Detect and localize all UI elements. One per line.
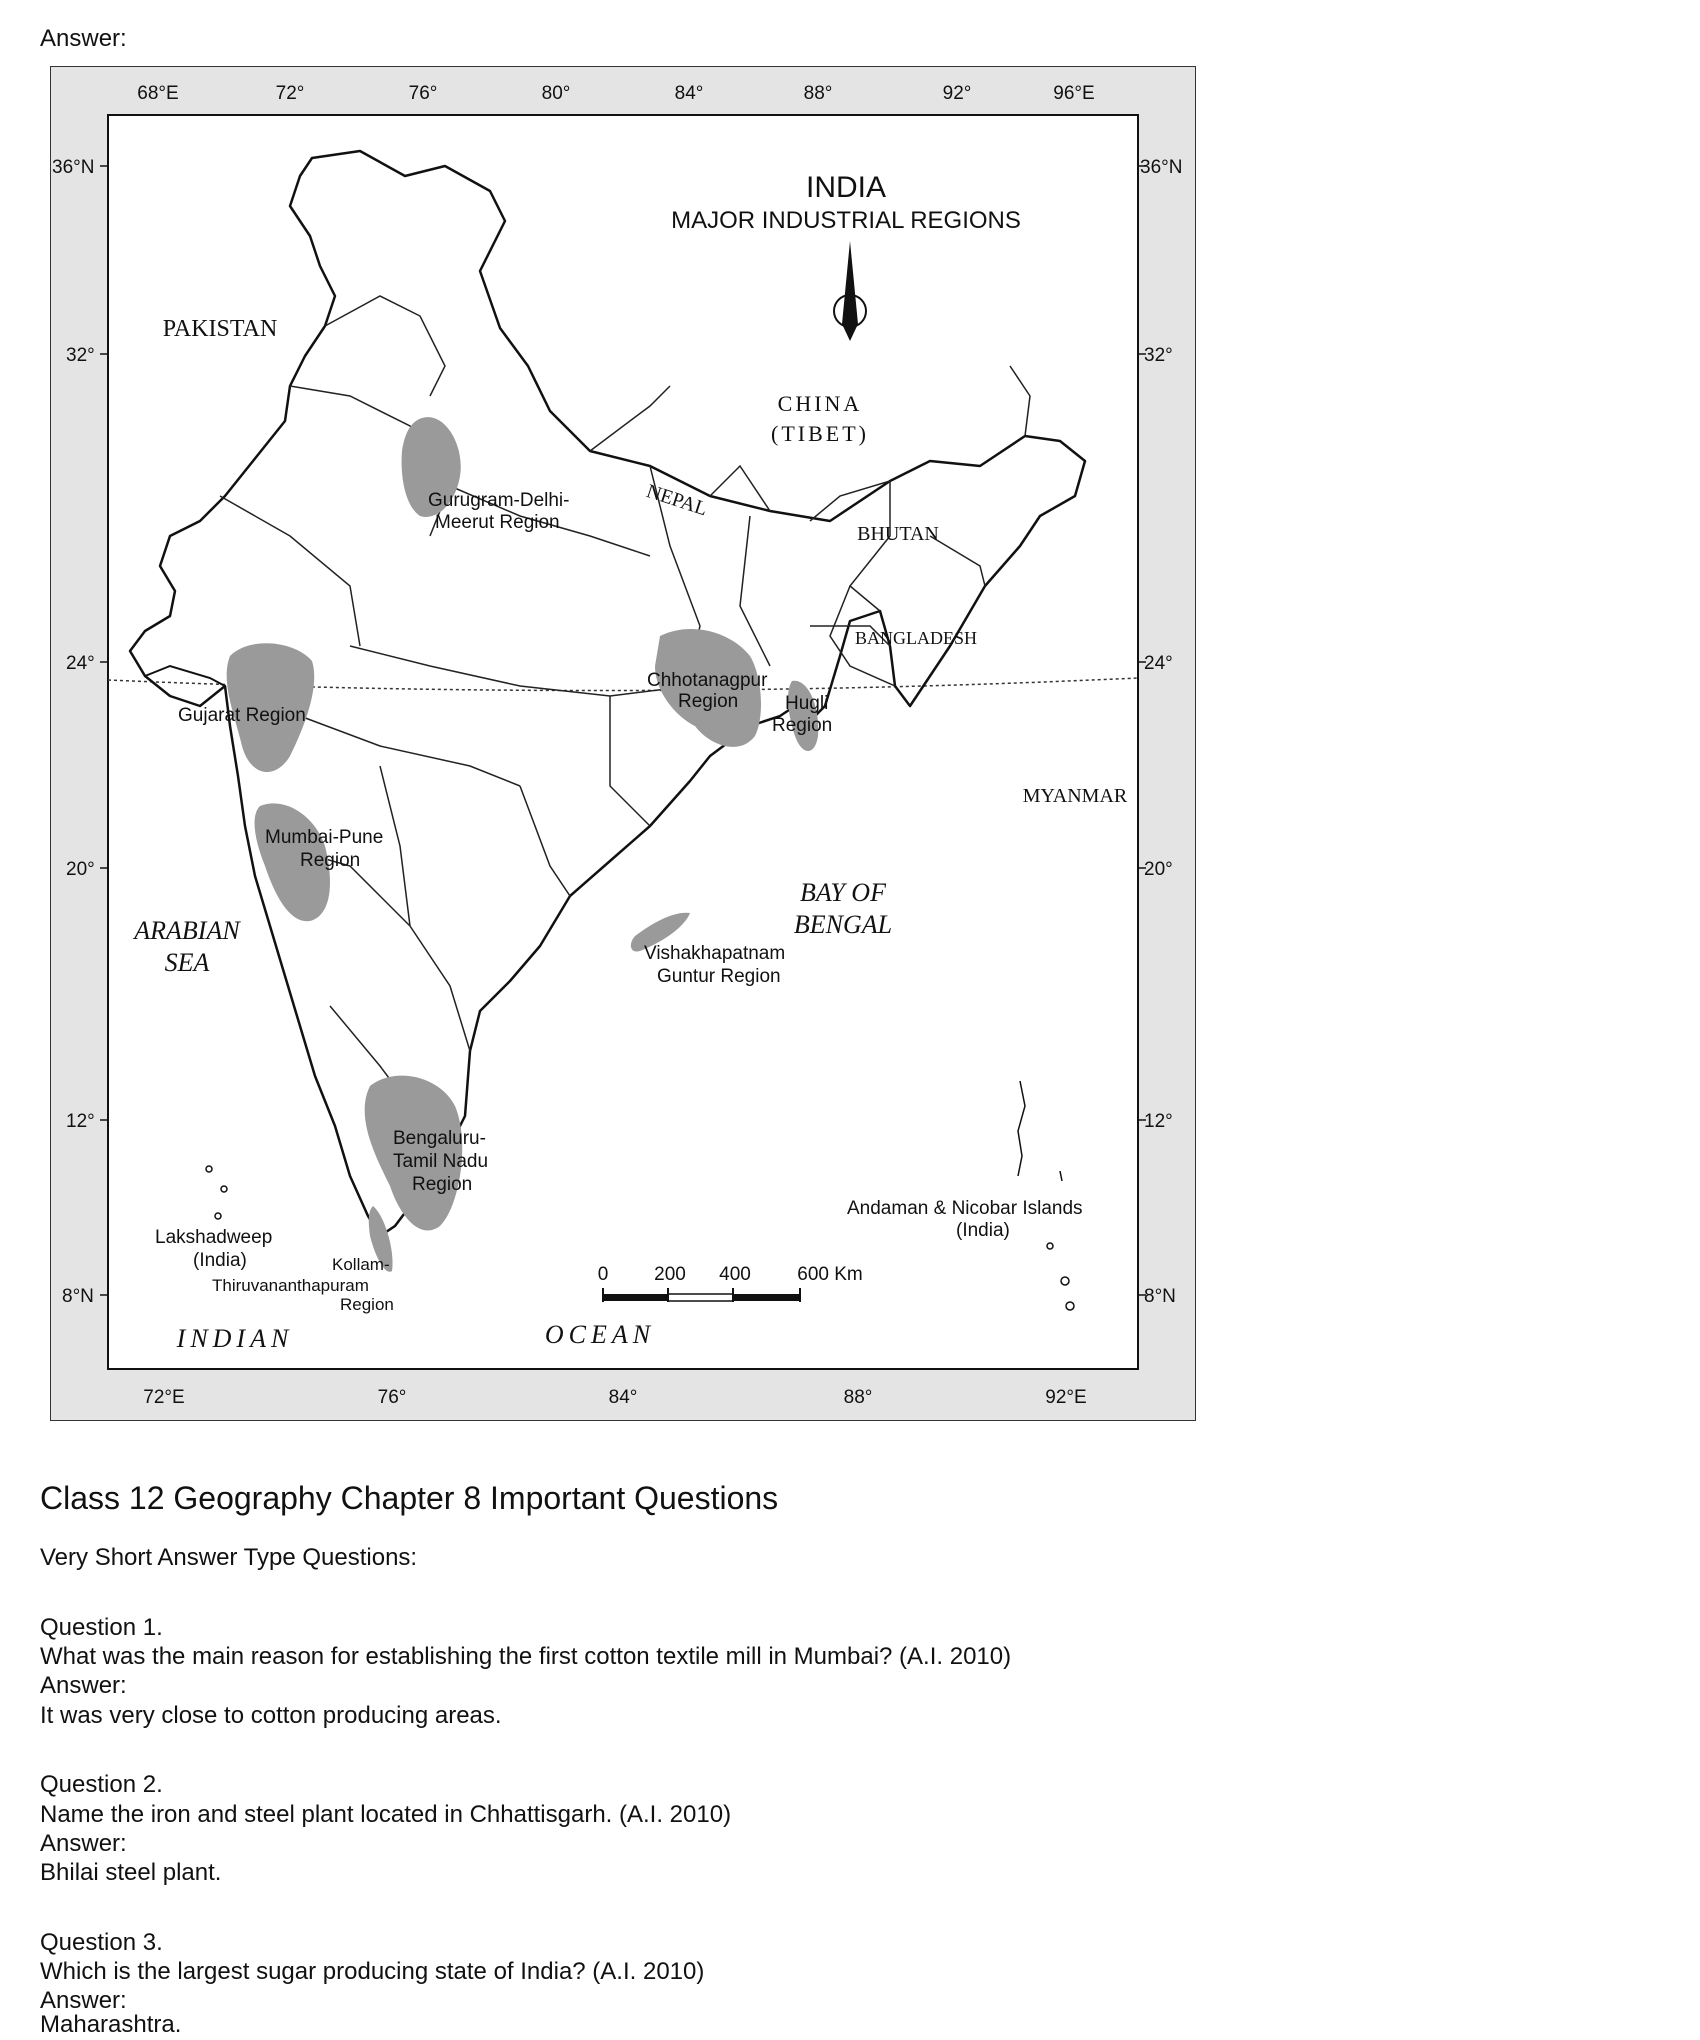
- label-mumbai-1: Mumbai-Pune: [265, 827, 384, 848]
- bottom-tick: 76°: [377, 1387, 407, 1408]
- label-vizag-2: Guntur Region: [657, 966, 781, 987]
- top-tick: 84°: [674, 83, 704, 104]
- question-3-answer: Maharashtra.: [40, 2011, 182, 2038]
- label-china: CHINA: [777, 391, 863, 416]
- label-indian: INDIAN: [176, 1324, 294, 1353]
- label-kollam-1: Kollam-: [332, 1255, 390, 1274]
- label-gurugram-1: Gurugram-Delhi-: [428, 490, 570, 511]
- label-andaman: Andaman & Nicobar Islands: [847, 1198, 1083, 1219]
- question-1-answer: It was very close to cotton producing areas.: [40, 1702, 502, 1729]
- label-blr-1: Bengaluru-: [393, 1128, 486, 1149]
- label-nepal: NEPAL: [643, 480, 711, 521]
- label-lakshadweep: Lakshadweep: [155, 1227, 273, 1248]
- india-industrial-regions-map: [50, 66, 1196, 1421]
- left-tick: 24°: [66, 653, 95, 674]
- left-tick: 20°: [66, 859, 95, 880]
- question-1-text: What was the main reason for establishing the first cotton textile mill in Mumbai? (A.I. 2010): [40, 1643, 1012, 1670]
- top-tick: 80°: [541, 83, 571, 104]
- label-mumbai-2: Region: [300, 850, 361, 871]
- bottom-tick: 92°E: [1045, 1387, 1087, 1408]
- scale-label: 0: [597, 1264, 609, 1285]
- answer-label: Answer:: [40, 25, 127, 52]
- scale-label: 600 Km: [797, 1264, 863, 1285]
- label-andaman-india: (India): [956, 1220, 1010, 1241]
- right-tick: 12°: [1144, 1111, 1173, 1132]
- label-chhota-1: Chhotanagpur: [647, 670, 768, 691]
- bottom-tick: 88°: [843, 1387, 873, 1408]
- question-3-text: Which is the largest sugar producing state of India? (A.I. 2010): [40, 1958, 705, 1985]
- label-bengal: BENGAL: [793, 910, 893, 939]
- question-2-text: Name the iron and steel plant located in Chhattisgarh. (A.I. 2010): [40, 1801, 732, 1828]
- label-tibet: (TIBET): [771, 421, 869, 446]
- question-3-label: Question 3.: [40, 1929, 163, 1956]
- north-symbol: N: [844, 304, 856, 320]
- label-vizag-1: Vishakhapatnam: [644, 943, 786, 964]
- label-sea: SEA: [164, 948, 210, 977]
- label-pakistan: PAKISTAN: [162, 316, 278, 342]
- question-1-label: Question 1.: [40, 1614, 163, 1641]
- label-bay-of: BAY OF: [800, 878, 886, 907]
- right-tick: 20°: [1144, 859, 1173, 880]
- label-kollam-3: Region: [340, 1295, 394, 1314]
- label-hugli-2: Region: [772, 715, 833, 736]
- left-tick: 36°N: [52, 157, 95, 178]
- label-bhutan: BHUTAN: [857, 523, 939, 545]
- label-ocean: OCEAN: [544, 1320, 656, 1349]
- top-tick: 72°: [275, 83, 305, 104]
- label-hugli-1: Hugli: [785, 693, 829, 714]
- top-tick: 88°: [803, 83, 833, 104]
- label-chhota-2: Region: [678, 691, 739, 712]
- label-gurugram-2: Meerut Region: [435, 512, 560, 533]
- left-tick: 8°N: [62, 1286, 94, 1307]
- bottom-tick: 72°E: [143, 1387, 185, 1408]
- section-title: Class 12 Geography Chapter 8 Important Questions: [40, 1480, 779, 1516]
- label-arabian: ARABIAN: [134, 916, 240, 945]
- question-3-answer-label: Answer:: [40, 1987, 127, 2014]
- top-tick: 68°E: [137, 83, 179, 104]
- top-tick: 96°E: [1053, 83, 1095, 104]
- top-tick: 76°: [408, 83, 438, 104]
- scale-label: 400: [719, 1264, 751, 1285]
- label-bangladesh: BANGLADESH: [854, 628, 978, 648]
- question-1-answer-label: Answer:: [40, 1672, 127, 1699]
- left-tick: 32°: [66, 345, 95, 366]
- right-tick: 32°: [1144, 345, 1173, 366]
- subheading: Very Short Answer Type Questions:: [40, 1544, 418, 1571]
- left-tick: 12°: [66, 1111, 95, 1132]
- scale-label: 200: [654, 1264, 686, 1285]
- label-myanmar: MYANMAR: [1022, 785, 1128, 807]
- map-subtitle: MAJOR INDUSTRIAL REGIONS: [671, 207, 1021, 234]
- question-2-label: Question 2.: [40, 1771, 163, 1798]
- bottom-tick: 84°: [608, 1387, 638, 1408]
- right-tick: 36°N: [1140, 157, 1183, 178]
- question-2-answer-label: Answer:: [40, 1830, 127, 1857]
- right-tick: 8°N: [1144, 1286, 1176, 1307]
- map-title: INDIA: [805, 171, 887, 204]
- label-gujarat: Gujarat Region: [178, 705, 306, 726]
- label-blr-2: Tamil Nadu: [393, 1151, 489, 1172]
- top-tick: 92°: [942, 83, 972, 104]
- label-blr-3: Region: [412, 1174, 473, 1195]
- label-kollam-2: Thiruvananthapuram: [212, 1276, 369, 1295]
- label-lakshadweep-india: (India): [193, 1250, 247, 1271]
- question-2-answer: Bhilai steel plant.: [40, 1859, 222, 1886]
- right-tick: 24°: [1144, 653, 1173, 674]
